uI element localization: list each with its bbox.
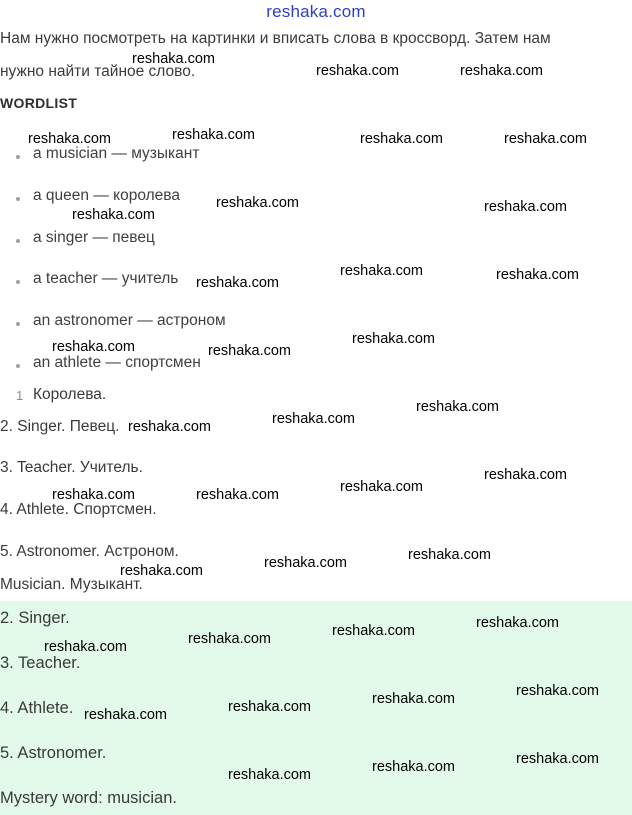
answer-number: 1 [16, 388, 24, 403]
green-answer-line: 2. Singer. [0, 609, 70, 627]
watermark: reshaka.com [208, 343, 292, 359]
watermark: reshaka.com [272, 411, 356, 427]
watermark: reshaka.com [52, 487, 136, 503]
watermark: reshaka.com [340, 479, 424, 495]
watermark: reshaka.com [72, 207, 156, 223]
watermark: reshaka.com [504, 131, 588, 147]
wordlist-item: a teacher — учитель [33, 270, 179, 287]
wordlist-item: an astronomer — астроном [33, 312, 226, 329]
watermark: reshaka.com [188, 631, 272, 647]
wordlist-heading: WORDLIST [0, 95, 78, 111]
answer-line: 3. Teacher. Учитель. [0, 459, 143, 476]
watermark: reshaka.com [372, 691, 456, 707]
answer-line: 4. Athlete. Спортсмен. [0, 501, 157, 518]
watermark: reshaka.com [52, 339, 136, 355]
bullet-icon [16, 364, 20, 368]
watermark: reshaka.com [172, 127, 256, 143]
wordlist-item: a musician — музыкант [33, 145, 200, 162]
watermark: reshaka.com [372, 759, 456, 775]
watermark: reshaka.com [216, 195, 300, 211]
intro-line-2: нужно найти тайное слово. [0, 63, 196, 80]
watermark: reshaka.com [516, 683, 600, 699]
watermark: reshaka.com [476, 615, 560, 631]
watermark: reshaka.com [516, 751, 600, 767]
watermark: reshaka.com [228, 767, 312, 783]
wordlist-item: an athlete — спортсмен [33, 354, 201, 371]
site-logo[interactable]: reshaka.com [266, 2, 366, 21]
watermark: reshaka.com [228, 699, 312, 715]
watermark: reshaka.com [360, 131, 444, 147]
green-answer-line: Mystery word: musician. [0, 789, 177, 807]
watermark: reshaka.com [408, 547, 492, 563]
answer-line: 5. Astronomer. Астроном. [0, 543, 179, 560]
wordlist-item: a singer — певец [33, 229, 155, 246]
bullet-icon [16, 239, 20, 243]
watermark: reshaka.com [84, 707, 168, 723]
watermark: reshaka.com [196, 275, 280, 291]
bullet-icon [16, 155, 20, 159]
watermark: reshaka.com [128, 419, 212, 435]
watermark: reshaka.com [196, 487, 280, 503]
bullet-icon [16, 280, 20, 284]
watermark: reshaka.com [332, 623, 416, 639]
answer-line: 2. Singer. Певец. [0, 418, 120, 435]
bullet-icon [16, 197, 20, 201]
watermark: reshaka.com [132, 51, 216, 67]
watermark: reshaka.com [316, 63, 400, 79]
wordlist-item: a queen — королева [33, 187, 180, 204]
green-answer-line: 5. Astronomer. [0, 744, 107, 762]
intro-line-1: Нам нужно посмотреть на картинки и вписать слова в кроссворд. Затем нам [0, 30, 551, 47]
watermark: reshaka.com [416, 399, 500, 415]
answer-line: Musician. Музыкант. [0, 576, 143, 593]
bullet-icon [16, 322, 20, 326]
watermark: reshaka.com [44, 639, 128, 655]
watermark: reshaka.com [496, 267, 580, 283]
green-answer-line: 3. Teacher. [0, 654, 81, 672]
green-answer-line: 4. Athlete. [0, 699, 74, 717]
watermark: reshaka.com [484, 199, 568, 215]
watermark: reshaka.com [352, 331, 436, 347]
watermark: reshaka.com [460, 63, 544, 79]
watermark: reshaka.com [264, 555, 348, 571]
watermark: reshaka.com [340, 263, 424, 279]
answer-line: Королева. [33, 386, 107, 403]
watermark: reshaka.com [28, 131, 112, 147]
watermark: reshaka.com [484, 467, 568, 483]
watermark: reshaka.com [120, 563, 204, 579]
